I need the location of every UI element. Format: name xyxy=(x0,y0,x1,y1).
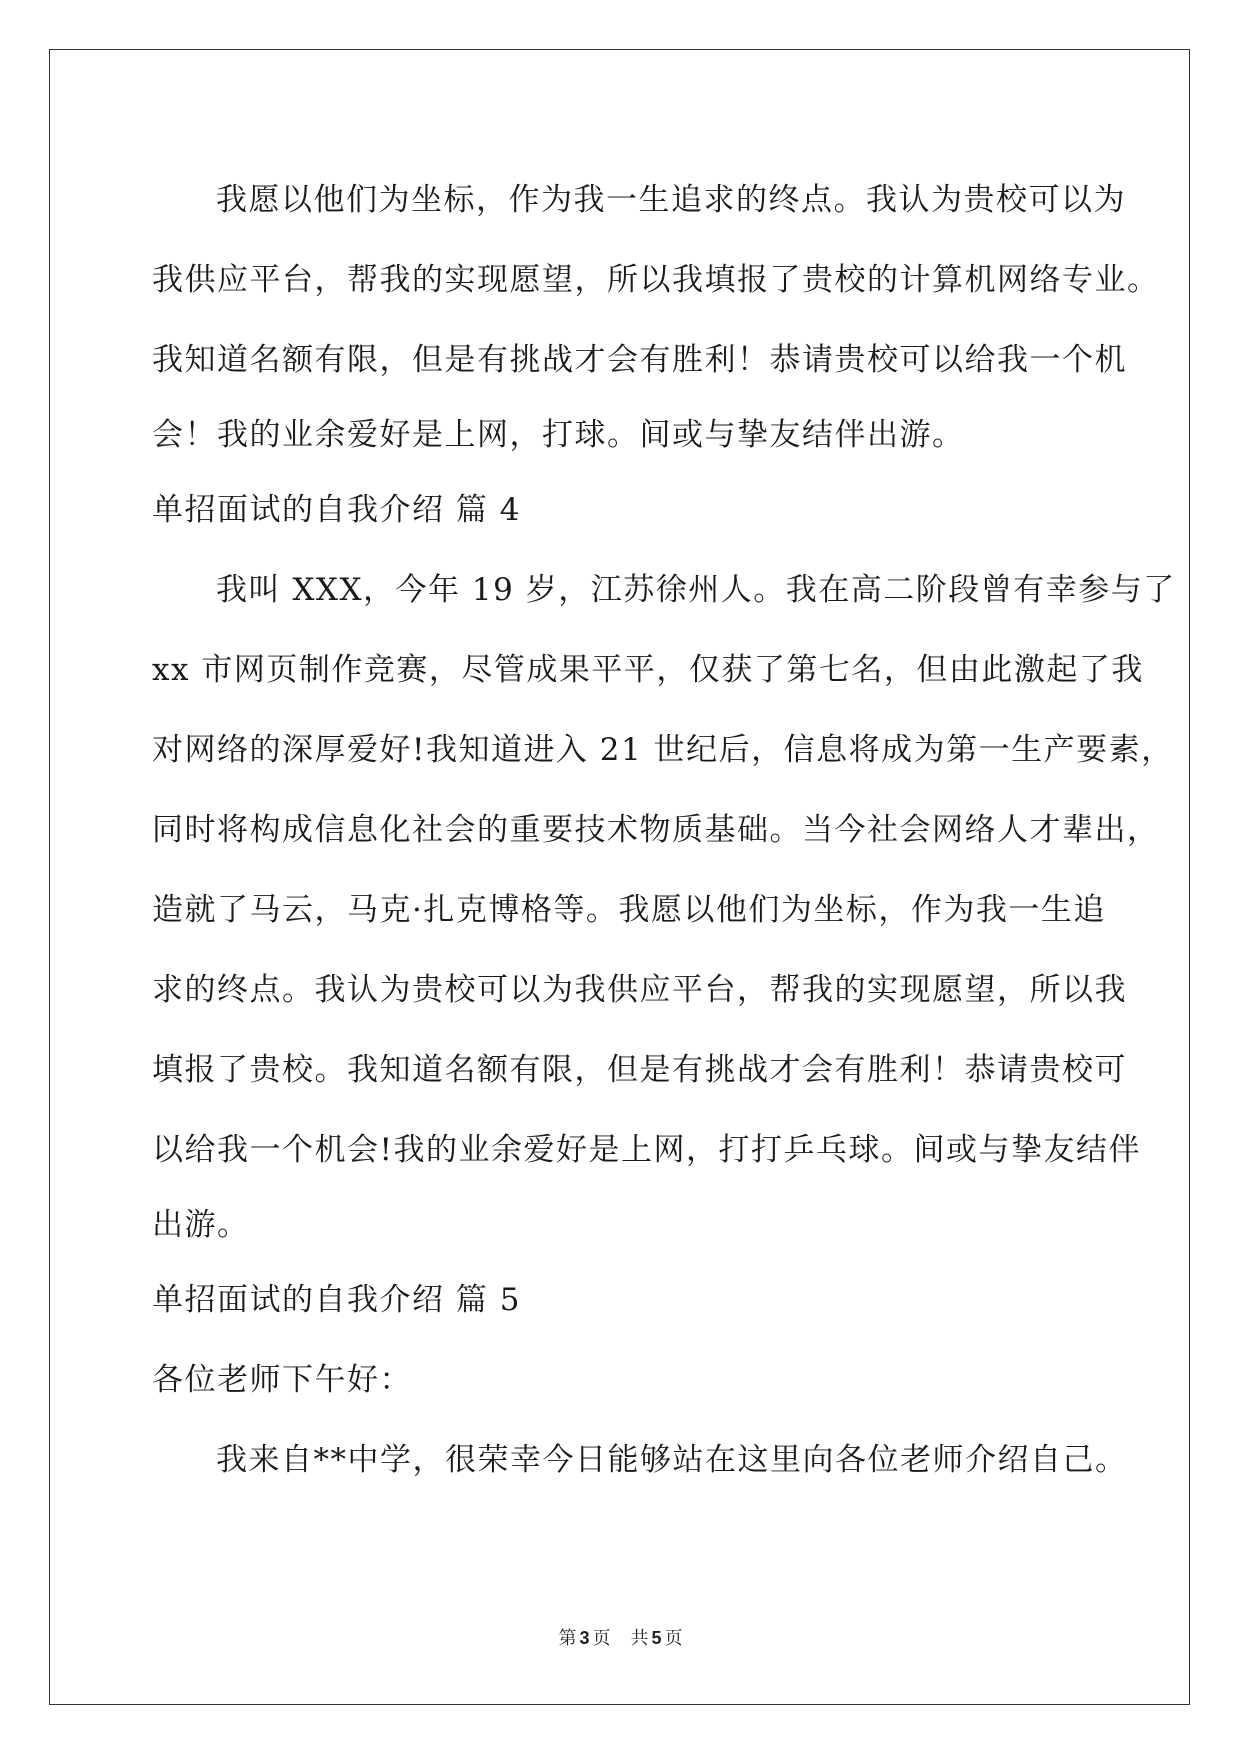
current-page-number: 3 xyxy=(579,1628,590,1648)
paragraph-line: xx 市网页制作竞赛，尽管成果平平，仅获了第七名，但由此激起了我 xyxy=(152,652,1144,688)
footer-total-prefix: 共 xyxy=(630,1628,649,1649)
paragraph-line: 对网络的深厚爱好!我知道进入 21 世纪后，信息将成为第一生产要素， xyxy=(152,732,1174,768)
paragraph-line: 我供应平台，帮我的实现愿望，所以我填报了贵校的计算机网络专业。 xyxy=(152,262,1160,298)
section-heading: 单招面试的自我介绍 篇 5 xyxy=(152,1282,521,1318)
page-footer xyxy=(0,1624,1241,1650)
paragraph-line: 会！我的业余爱好是上网，打球。间或与挚友结伴出游。 xyxy=(152,417,965,453)
paragraph-line: 造就了马云，马克·扎克博格等。我愿以他们为坐标，作为我一生追 xyxy=(152,892,1106,928)
paragraph-line: 同时将构成信息化社会的重要技术物质基础。当今社会网络人才辈出， xyxy=(152,812,1160,848)
paragraph-line: 求的终点。我认为贵校可以为我供应平台，帮我的实现愿望，所以我 xyxy=(152,972,1127,1008)
greeting-line: 各位老师下午好： xyxy=(152,1362,412,1398)
paragraph-line: 我来自**中学，很荣幸今日能够站在这里向各位老师介绍自己。 xyxy=(216,1442,1128,1478)
footer-page-suffix: 页 xyxy=(592,1628,611,1649)
footer-prefix: 第 xyxy=(558,1628,577,1649)
paragraph-line: 出游。 xyxy=(152,1207,250,1243)
paragraph-line: 我叫 XXX，今年 19 岁，江苏徐州人。我在高二阶段曾有幸参与了 xyxy=(216,572,1176,608)
total-page-count: 5 xyxy=(651,1628,662,1648)
document-body xyxy=(152,160,1176,1500)
paragraph-line: 我知道名额有限，但是有挑战才会有胜利！恭请贵校可以给我一个机 xyxy=(152,342,1127,378)
footer-total-suffix: 页 xyxy=(664,1628,683,1649)
paragraph-line: 我愿以他们为坐标，作为我一生追求的终点。我认为贵校可以为 xyxy=(216,182,1126,218)
paragraph-line: 填报了贵校。我知道名额有限，但是有挑战才会有胜利！恭请贵校可 xyxy=(152,1052,1127,1088)
paragraph-line: 以给我一个机会!我的业余爱好是上网，打打乒乓球。间或与挚友结伴 xyxy=(152,1132,1141,1168)
section-heading: 单招面试的自我介绍 篇 4 xyxy=(152,492,521,528)
